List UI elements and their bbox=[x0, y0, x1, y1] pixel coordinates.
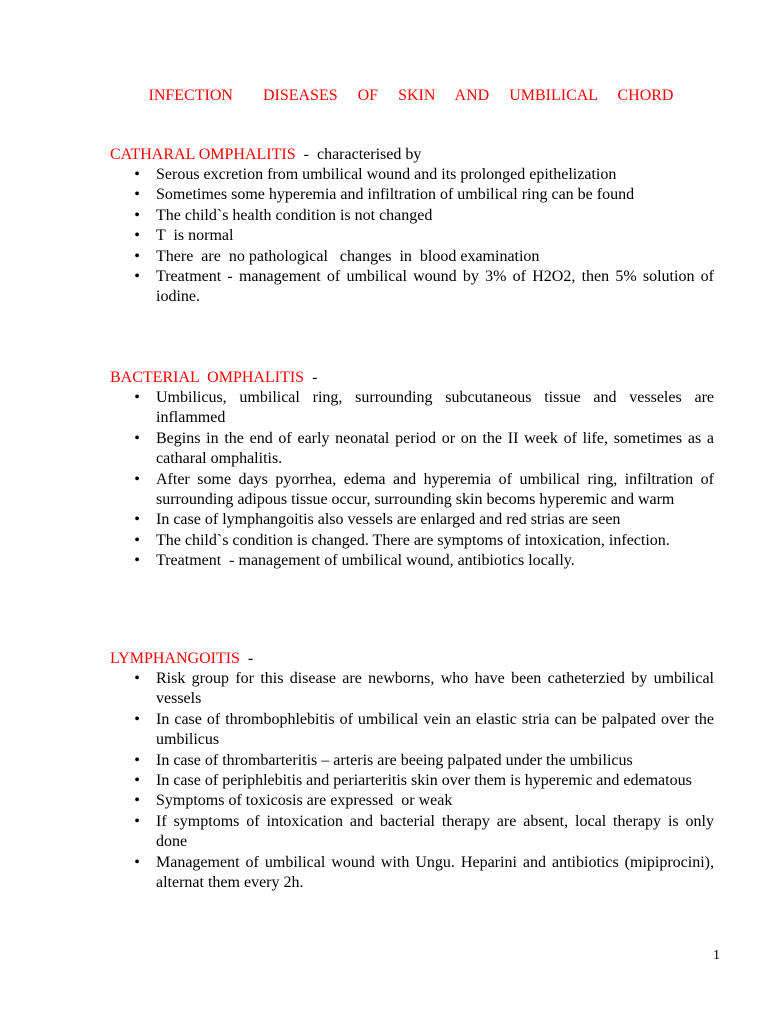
list-item-text: In case of lymphangoitis also vessels are enlarged and red strias are seen bbox=[156, 511, 621, 529]
heading-term: BACTERIAL OMPHALITIS bbox=[110, 369, 305, 386]
section-heading bbox=[110, 145, 714, 165]
list-item bbox=[110, 531, 714, 551]
bullet-icon: • bbox=[134, 247, 140, 265]
list-item bbox=[110, 812, 714, 853]
list-item-text: After some days pyorrhea, edema and hyperemia of umbilical ring, infiltration of surrounding adipous tissue occur, surrounding skin becoms hyperemic and warm bbox=[156, 470, 714, 509]
heading-separator: - bbox=[304, 369, 318, 386]
bullet-icon: • bbox=[134, 853, 140, 871]
bullet-icon: • bbox=[134, 710, 140, 728]
bullet-icon: • bbox=[134, 206, 140, 224]
bullet-icon: • bbox=[134, 227, 140, 245]
bullet-icon: • bbox=[134, 470, 140, 488]
bullet-icon: • bbox=[134, 792, 140, 810]
list-item bbox=[110, 226, 714, 246]
list-item-text: T is normal bbox=[156, 227, 234, 245]
bullet-icon: • bbox=[134, 268, 140, 286]
bullet-icon: • bbox=[134, 389, 140, 406]
list-item bbox=[110, 185, 714, 205]
list-item bbox=[110, 791, 714, 811]
heading-description: characterised by bbox=[316, 146, 422, 163]
list-item-text: Symptoms of toxicosis are expressed or weak bbox=[156, 792, 453, 810]
list-item bbox=[110, 710, 714, 751]
list-item bbox=[110, 551, 714, 571]
bullet-icon: • bbox=[134, 772, 140, 790]
bullet-icon: • bbox=[134, 511, 140, 529]
list-item-text: Management of umbilical wound with Ungu. Heparini and antibiotics (mipiprocini), alternat them every 2h. bbox=[156, 853, 714, 892]
bullet-icon: • bbox=[134, 166, 140, 183]
list-item bbox=[110, 247, 714, 267]
list-item bbox=[110, 165, 714, 185]
list-item bbox=[110, 429, 714, 470]
heading-term: CATHARAL OMPHALITIS bbox=[110, 146, 296, 163]
section-lymphangoitis bbox=[110, 649, 714, 893]
bullet-icon: • bbox=[134, 429, 140, 447]
list-item-text: In case of periphlebitis and periarteritis skin over them is hyperemic and edematous bbox=[156, 772, 692, 790]
list-item-text: Treatment - management of umbilical wound, antibiotics locally. bbox=[156, 552, 575, 570]
bullet-icon: • bbox=[134, 531, 140, 549]
list-item bbox=[110, 771, 714, 791]
list-item-text: The child`s health condition is not changed bbox=[156, 206, 433, 224]
list-item-text: Risk group for this disease are newborns, who have been catheterzied by umbilical vessels bbox=[156, 670, 714, 708]
section-heading bbox=[110, 649, 714, 669]
heading-separator: - bbox=[295, 146, 317, 163]
bullet-list bbox=[110, 165, 714, 308]
list-item-text: Serous excretion from umbilical wound and its prolonged epithelization bbox=[156, 166, 617, 183]
bullet-icon: • bbox=[134, 670, 140, 687]
document-title: INFECTION DISEASES OF SKIN AND UMBILICAL CHORD bbox=[148, 87, 674, 104]
list-item-text: Umbilicus, umbilical ring, surrounding subcutaneous tissue and vesseles are inflammed bbox=[156, 389, 714, 427]
section-heading bbox=[110, 368, 714, 388]
list-item-text: If symptoms of intoxication and bacterial therapy are absent, local therapy is only done bbox=[156, 812, 714, 851]
bullet-list bbox=[110, 388, 714, 572]
list-item bbox=[110, 267, 714, 308]
list-item-text: In case of thrombarteritis – arteris are beeing palpated under the umbilicus bbox=[156, 751, 633, 769]
list-item-text: Begins in the end of early neonatal period or on the II week of life, sometimes as a catharal omphalitis. bbox=[156, 429, 714, 468]
bullet-icon: • bbox=[134, 812, 140, 830]
section-catharal-omphalitis bbox=[110, 145, 714, 308]
page-number: 1 bbox=[713, 948, 720, 963]
bullet-icon: • bbox=[134, 751, 140, 769]
list-item bbox=[110, 510, 714, 530]
bullet-icon: • bbox=[134, 186, 140, 204]
list-item-text: Treatment - management of umbilical wound by 3% of H2O2, then 5% solution of iodine. bbox=[156, 268, 714, 306]
list-item bbox=[110, 388, 714, 429]
list-item-text: The child`s condition is changed. There are symptoms of intoxication, infection. bbox=[156, 531, 670, 549]
section-bacterial-omphalitis bbox=[110, 368, 714, 572]
bullet-icon: • bbox=[134, 552, 140, 570]
heading-separator: - bbox=[239, 650, 254, 667]
heading-term: LYMPHANGOITIS bbox=[110, 650, 240, 667]
list-item-text: There are no pathological changes in blood examination bbox=[156, 247, 540, 265]
list-item bbox=[110, 206, 714, 226]
list-item-text: Sometimes some hyperemia and infiltration of umbilical ring can be found bbox=[156, 186, 635, 204]
bullet-list bbox=[110, 669, 714, 893]
list-item bbox=[110, 853, 714, 894]
list-item bbox=[110, 470, 714, 511]
list-item-text: In case of thrombophlebitis of umbilical vein an elastic stria can be palpated over the umbilicus bbox=[156, 710, 714, 749]
list-item bbox=[110, 751, 714, 771]
list-item bbox=[110, 669, 714, 710]
